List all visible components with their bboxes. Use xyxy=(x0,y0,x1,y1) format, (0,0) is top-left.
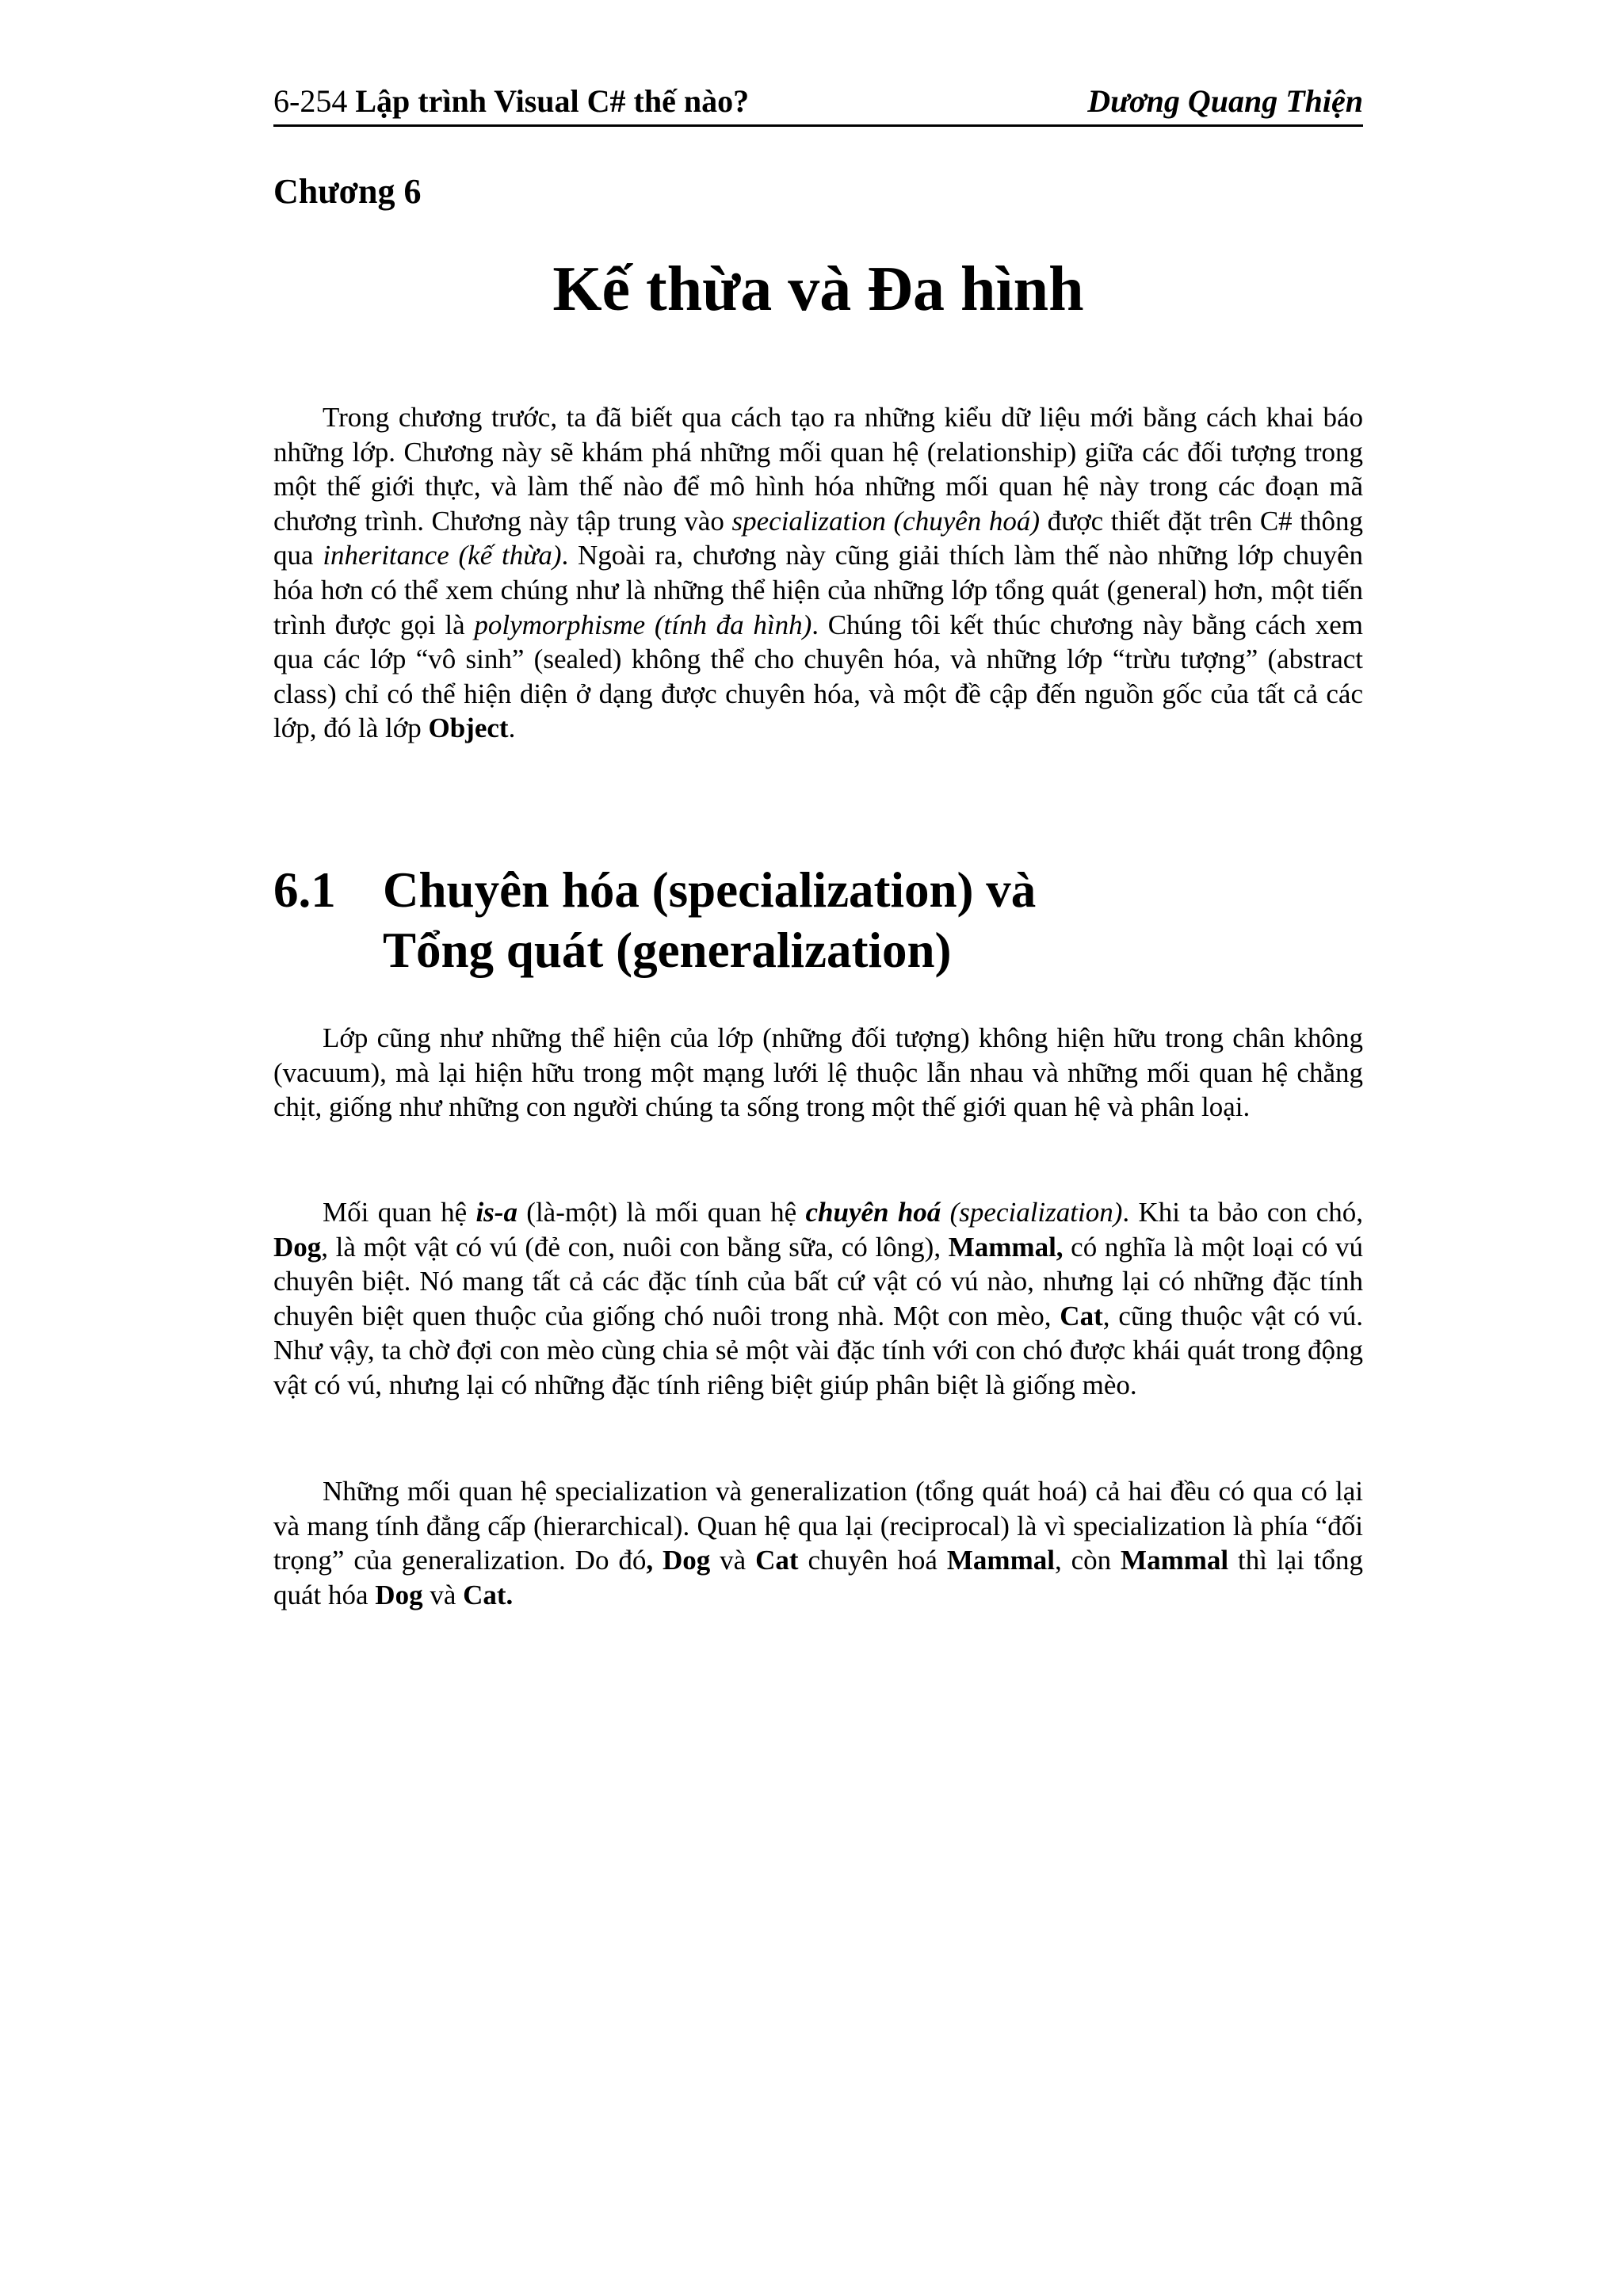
header-left xyxy=(273,78,749,125)
running-header xyxy=(273,78,1363,125)
document-page xyxy=(273,0,1363,2296)
book-title: Lập trình Visual C# thế nào? xyxy=(355,83,750,119)
body-paragraph-3: Những mối quan hệ specialization và generalization (tổng quát hoá) cả hai đều có qua có lại và mang tính đẳng cấp (hierarchical). Quan hệ qua lại (reciprocal) là vì specialization là phía “đối trọng” của generalization. Do đó, Dog và Cat chuyên hoá Mammal, còn Mammal thì lại tổng quát hóa Dog và Cat. xyxy=(273,1476,1363,1610)
author-name: Dương Quang Thiện xyxy=(1087,83,1363,119)
page-number: 6-254 xyxy=(273,83,348,119)
chapter-label: Chương 6 xyxy=(273,172,422,211)
section-number: 6.1 xyxy=(273,862,336,918)
body-paragraph-2: Mối quan hệ is-a (là-một) là mối quan hệ chuyên hoá (specialization). Khi ta bảo con chó, Dog, là một vật có vú (đẻ con, nuôi con bằng sữa, có lông), Mammal, có nghĩa là một loại có vú chuyên biệt. Nó mang tất cả các đặc tính của bất cứ vật có vú nào, nhưng lại có những đặc tính chuyên biệt quen thuộc của giống chó nuôi trong nhà. Một con mèo, Cat, cũng thuộc vật có vú. Như vậy, ta chờ đợi con mèo cùng chia sẻ một vài đặc tính với con chó được khái quát trong động vật có vú, nhưng lại có những đặc tính riêng biệt giúp phân biệt là giống mèo. xyxy=(273,1197,1363,1400)
section-title xyxy=(383,860,1363,980)
chapter-title: Kế thừa và Đa hình xyxy=(552,254,1084,324)
intro-paragraph: Trong chương trước, ta đã biết qua cách tạo ra những kiểu dữ liệu mới bằng cách khai báo những lớp. Chương này sẽ khám phá những mối quan hệ (relationship) giữa các đối tượng trong một thế giới thực, và làm thế nào để mô hình hóa những mối quan hệ này trong các đoạn mã chương trình. Chương này tập trung vào specialization (chuyên hoá) được thiết đặt trên C# thông qua inheritance (kế thừa). Ngoài ra, chương này cũng giải thích làm thế nào những lớp chuyên hóa hơn có thể xem chúng như là những thể hiện của những lớp tổng quát (general) hơn, một tiến trình được gọi là polymorphisme (tính đa hình). Chúng tôi kết thúc chương này bằng cách xem qua các lớp “vô sinh” (sealed) không thể cho chuyên hóa, và những lớp “trừu tượng” (abstract class) chỉ có thể hiện diện ở dạng được chuyên hóa, và một đề cập đến nguồn gốc của tất cả các lớp, đó là lớp Object. xyxy=(273,402,1364,744)
body-paragraph-1: Lớp cũng như những thể hiện của lớp (những đối tượng) không hiện hữu trong chân không (vacuum), mà lại hiện hữu trong một mạng lưới lệ thuộc lẫn nhau và những mối quan hệ chằng chịt, giống như những con người chúng ta sống trong một thế giới quan hệ và phân loại. xyxy=(273,1022,1363,1123)
header-rule xyxy=(273,124,1363,127)
section-title-line-2: Tổng quát (generalization) xyxy=(383,923,952,978)
section-title-line-1: Chuyên hóa (specialization) và xyxy=(383,862,1037,918)
